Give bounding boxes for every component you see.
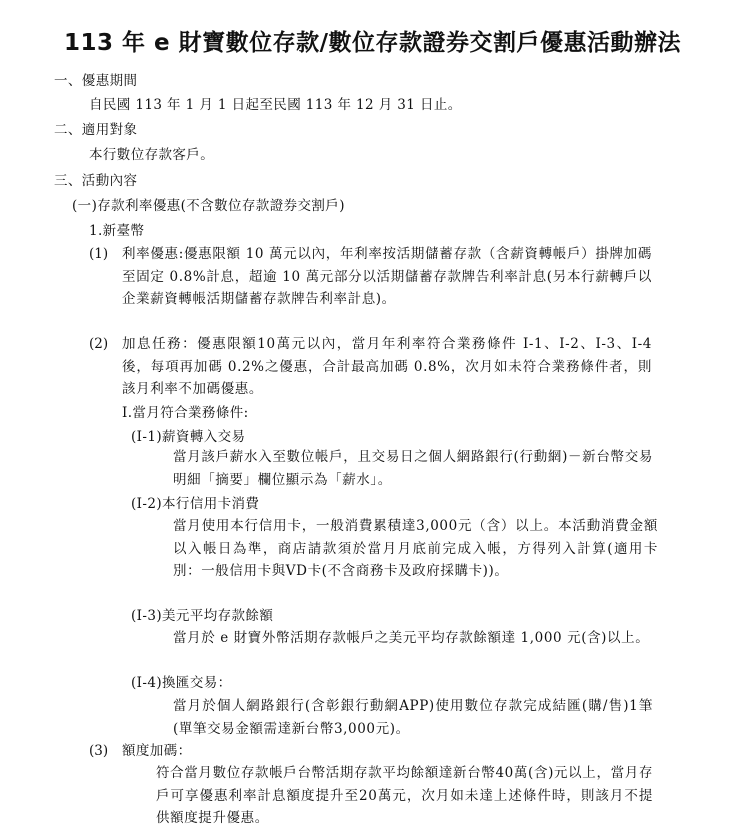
paragraph-3-label: (3) [89, 743, 109, 759]
conditions-heading: I.當月符合業務條件: [122, 405, 249, 421]
condition-4-text: 當月於個人網路銀行(含彰銀行動網APP)使用數位存款完成結匯(購/售)1筆(單筆交易金額需達新台幣3,000元)。 [173, 698, 653, 737]
document-title: 113 年 e 財寶數位存款/數位存款證券交割戶優惠活動辦法 [64, 30, 682, 56]
section-3-heading: 三、活動內容 [54, 173, 138, 189]
condition-1-heading: (I-1)薪資轉入交易 [131, 429, 246, 445]
section-2-content: 本行數位存款客戶。 [89, 147, 215, 163]
paragraph-1-text: 利率優惠:優惠限額 10 萬元以內，年利率按活期儲蓄存款（含薪資轉帳戶）掛牌加碼至固定 0.8%計息，超逾 10 萬元部分以活期儲蓄存款牌告利率計息(另本行薪轉戶以企業薪資轉帳活期儲蓄存款牌告利率計息)。 [122, 246, 652, 307]
condition-2-text: 當月使用本行信用卡，一般消費累積達3,000元（含）以上。本活動消費金額以入帳日為準，商店請款須於當月月底前完成入帳，方得列入計算(適用卡別：一般信用卡與VD卡(不含商務卡及政府採購卡))。 [173, 518, 658, 579]
item-1-heading: 1.新臺幣 [89, 223, 145, 239]
condition-1-text: 當月該戶薪水入至數位帳戶，且交易日之個人網路銀行(行動網)－新台幣交易明細「摘要」欄位顯示為「薪水」。 [173, 449, 653, 488]
section-2-heading: 二、適用對象 [54, 122, 138, 138]
section-1-content: 自民國 113 年 1 月 1 日起至民國 113 年 12 月 31 日止。 [89, 97, 462, 113]
section-1-heading: 一、優惠期間 [54, 73, 138, 89]
paragraph-3-text: 符合當月數位存款帳戶台幣活期存款平均餘額達新台幣40萬(含)元以上，當月存戶可享優惠利率計息額度提升至20萬元，次月如未達上述條件時，則該月不提供額度提升優惠。 [156, 765, 653, 826]
paragraph-2-text: 加息任務：優惠限額10萬元以內，當月年利率符合業務條件 I-1、I-2、I-3、I-4 後，每項再加碼 0.2%之優惠，合計最高加碼 0.8%，次月如未符合業務條件者，則該月利率不加碼優惠。 [122, 336, 652, 397]
condition-4-heading: (I-4)換匯交易： [131, 675, 232, 691]
paragraph-2-label: (2) [89, 336, 109, 352]
condition-3-heading: (I-3)美元平均存款餘額 [131, 608, 274, 624]
paragraph-3-heading: 額度加碼： [122, 743, 192, 759]
subsection-1-heading: (一)存款利率優惠(不含數位存款證券交割戶) [72, 198, 345, 214]
paragraph-1-label: (1) [89, 246, 109, 262]
condition-3-text: 當月於 e 財寶外幣活期存款帳戶之美元平均存款餘額達 1,000 元(含)以上。 [173, 630, 650, 646]
condition-2-heading: (I-2)本行信用卡消費 [131, 496, 260, 512]
